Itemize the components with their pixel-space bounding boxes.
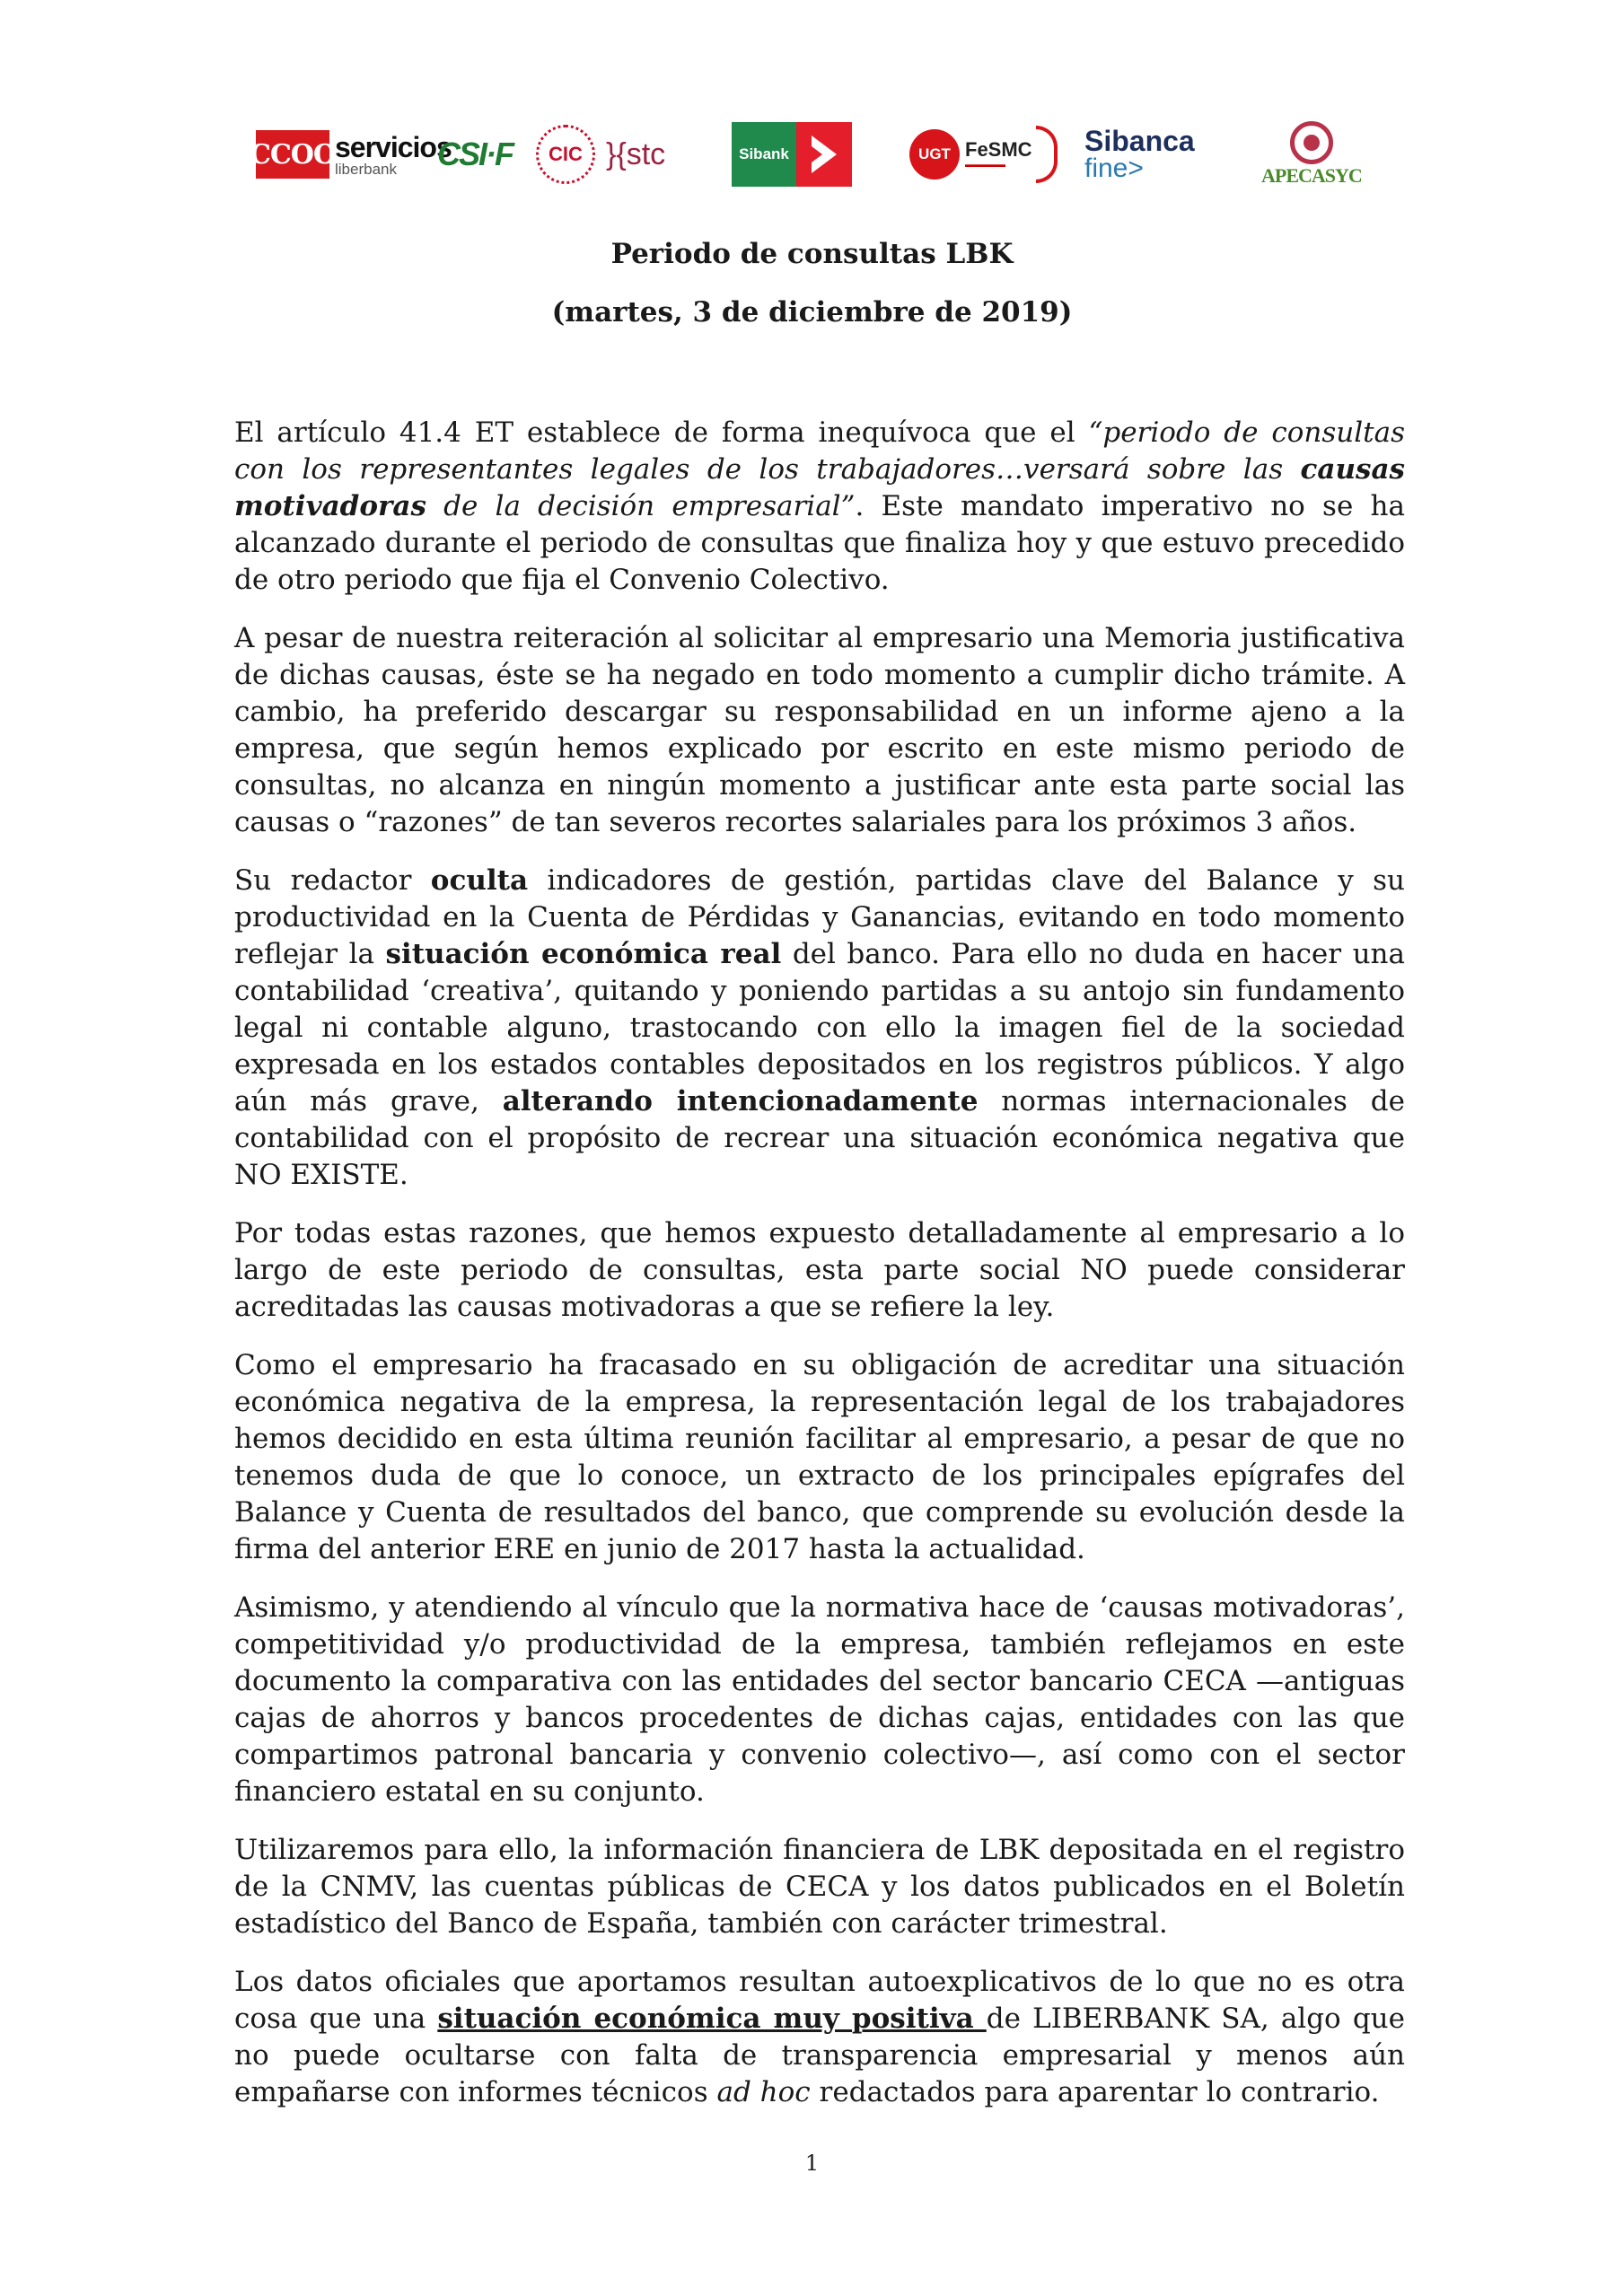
- paragraph-8: Los datos oficiales que aportamos resultan autoexplicativos de lo que no es otra cosa que una situación económica muy positiva de LIBERBANK SA, algo que no puede ocultarse con falta de transparencia empresarial y menos aún empañarse con informes técnicos ad hoc redactados para aparentar lo contrario.: [234, 1966, 1405, 2108]
- apecasyc-name: APECASYC: [1261, 164, 1362, 187]
- sibank-logo: [732, 110, 852, 199]
- ccoo-mark: CCOO: [256, 130, 329, 179]
- paragraph-4: Por todas estas razones, que hemos expuesto detalladamente al empresario a lo largo de este periodo de consultas, esta parte social NO puede considerar acreditadas las causas motivadoras a que se refiere la ley.: [234, 1217, 1405, 1323]
- ccoo-servicios-logo: [249, 110, 452, 199]
- paragraph-2: A pesar de nuestra reiteración al solicitar al empresario una Memoria justificativa de dichas causas, éste se ha negado en todo momento a cumplir dicho trámite. A cambio, ha preferido descargar su responsabilidad en un informe ajeno a la empresa, que según hemos explicado por escrito en este mismo periodo de consultas, no alcanza en ningún momento a justificar ante esta parte social las causas o “razones” de tan severos recortes salariales para los próximos 3 años.: [234, 622, 1405, 838]
- fesmc-name: FeSMC: [965, 137, 1032, 161]
- paragraph-5: Como el empresario ha fracasado en su obligación de acreditar una situación económica negativa de la empresa, la representación legal de los trabajadores hemos decidido en esta última reunión facilitar al empresario, a pesar de que no tenemos duda de que lo conoce, un extracto de los principales epígrafes del Balance y Cuenta de resultados del banco, que comprende su evolución desde la firma del anterior ERE en junio de 2017 hasta la actualidad.: [234, 1349, 1405, 1565]
- document-date: (martes, 3 de diciembre de 2019): [551, 296, 1073, 329]
- sibank-mark: Sibank: [732, 122, 796, 187]
- ccoo-sub: liberbank: [335, 160, 397, 178]
- stc-logo: [606, 110, 665, 199]
- seal-icon: [1290, 121, 1333, 164]
- union-logos-strip: [247, 110, 1374, 199]
- paragraph-7: Utilizaremos para ello, la información financiera de LBK depositada en el registro de la CNMV, las cuentas públicas de CECA y los datos publicados en el Boletín estadístico del Banco de España, también con carácter trimestral.: [234, 1834, 1405, 1940]
- arc-decoration: [1036, 126, 1058, 183]
- document-title: Periodo de consultas LBK: [610, 238, 1014, 270]
- apecasyc-logo: [1261, 110, 1362, 199]
- document-body: [234, 415, 1405, 2111]
- cic-mark: CIC: [536, 125, 595, 184]
- arrow-icon: [796, 122, 852, 187]
- sibanca-mark: Sibanca: [1084, 125, 1195, 157]
- csif-mark: CSI·F: [437, 136, 513, 172]
- paragraph-6: Asimismo, y atendiendo al vínculo que la normativa hace de ‘causas motivadoras’, competitividad y/o productividad de la empresa, también reflejamos en este documento la comparativa con las entidades del sector bancario CECA —antiguas cajas de ahorros y bancos procedentes de dichas cajas, entidades con las que compartimos patronal bancaria y convenio colectivo—, así como con el sector financiero estatal en su conjunto.: [234, 1591, 1405, 1808]
- ugt-fesmc-logo: [909, 110, 1058, 199]
- paragraph-3: Su redactor oculta indicadores de gestión, partidas clave del Balance y su productividad en la Cuenta de Pérdidas y Ganancias, evitando en todo momento reflejar la situación económica real del banco. Para ello no duda en hacer una contabilidad ‘creativa’, quitando y poniendo partidas a su antojo sin fundamento legal ni contable alguno, trastocando con ello la imagen fiel de la sociedad expresada en los estados contables depositados en los registros públicos. Y algo aún más grave, alterando intencionadamente normas internacionales de contabilidad con el propósito de recrear una situación económica negativa que NO EXISTE.: [234, 864, 1405, 1191]
- fine-mark: fine>: [1084, 153, 1144, 183]
- sibanca-fine-logo: [1084, 110, 1195, 199]
- fesmc-sub-decoration: ▬▬▬▬▬: [965, 160, 1005, 170]
- csif-logo: [437, 110, 513, 199]
- cic-logo: [536, 110, 595, 199]
- stc-mark: }{stc: [606, 136, 666, 171]
- ccoo-name: servicios: [335, 130, 452, 163]
- page-number: 1: [804, 2151, 820, 2176]
- paragraph-1: El artículo 41.4 ET establece de forma inequívoca que el “periodo de consultas con los representantes legales de los trabajadores…versará sobre las causas motivadoras de la decisión empresarial”. Este mandato imperativo no se ha alcanzado durante el periodo de consultas que finaliza hoy y que estuvo precedido de otro periodo que fija el Convenio Colectivo.: [234, 416, 1405, 596]
- ugt-mark: UGT: [909, 129, 960, 180]
